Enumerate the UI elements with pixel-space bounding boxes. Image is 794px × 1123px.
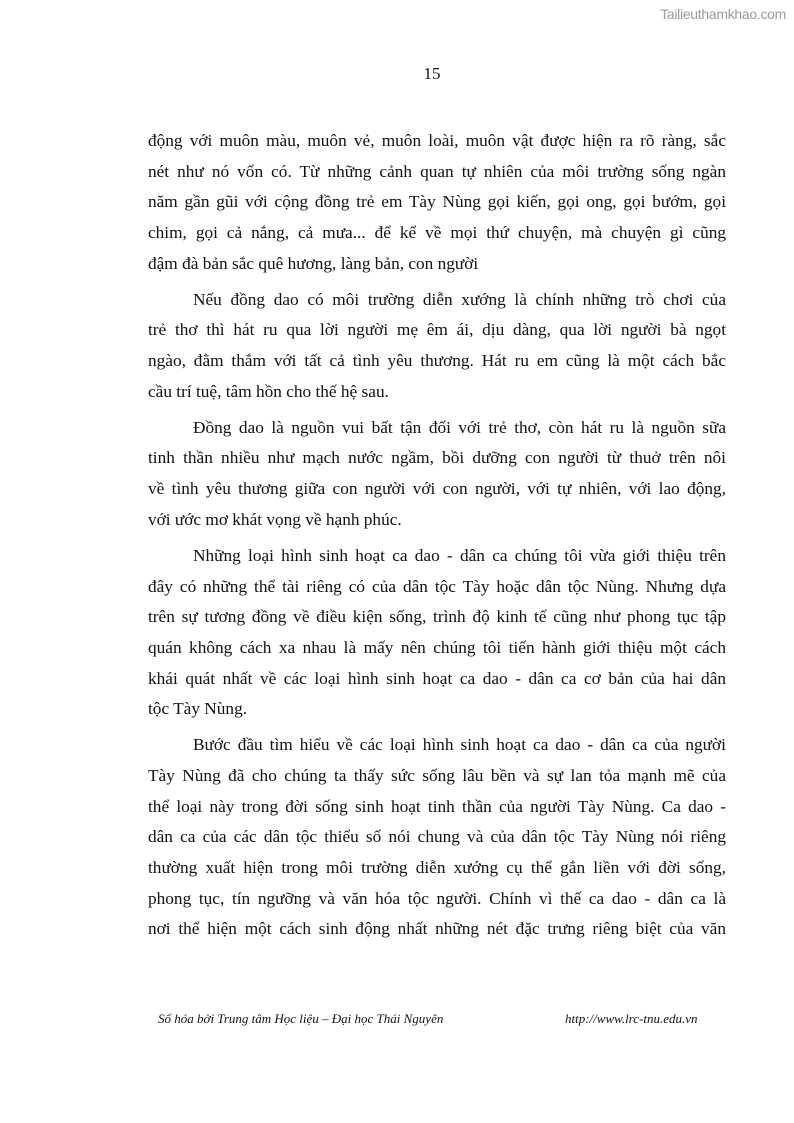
- paragraph: [148, 413, 726, 536]
- paragraph: [148, 285, 726, 408]
- text-line: khái quát nhất về các loại hình sinh hoạt ca dao - dân ca cơ bản của hai dân: [148, 668, 726, 688]
- text-line: trẻ thơ thì hát ru qua lời người mẹ êm ái, dịu dàng, qua lời người bà ngọt: [148, 320, 726, 340]
- text-line: trên sự tương đồng về điều kiện sống, trình độ kinh tế cũng như phong tục tập: [148, 607, 726, 627]
- text-line: năm gần gũi với cộng đồng trẻ em Tày Nùng gọi kiến, gọi ong, gọi bướm, gọi: [148, 192, 726, 212]
- text-line: Nếu đồng dao có môi trường diễn xướng là chính những trò chơi của: [193, 289, 726, 309]
- text-line: quán không cách xa nhau là mấy nên chúng tôi tiến hành giới thiệu một cách: [148, 637, 726, 657]
- text-line: động với muôn màu, muôn vẻ, muôn loài, muôn vật được hiện ra rõ ràng, sắc: [148, 131, 726, 150]
- page-number: 15: [423, 64, 441, 83]
- text-line: nét như nó vốn có. Từ những cảnh quan tự nhiên của môi trường sống ngàn: [148, 161, 726, 181]
- text-line: nơi thể hiện một cách sinh động nhất những nét đặc trưng riêng biệt của văn: [148, 919, 726, 939]
- text-line: dân ca của các dân tộc thiểu số nói chung và của dân tộc Tày Nùng nói riêng: [148, 827, 726, 847]
- text-line: với ước mơ khát vọng về hạnh phúc.: [148, 509, 402, 529]
- text-line: cầu trí tuệ, tâm hồn cho thế hệ sau.: [148, 381, 389, 401]
- paragraph: [148, 730, 726, 945]
- paragraph: [148, 541, 726, 725]
- text-line: thường xuất hiện trong môi trường diễn xướng cụ thể gắn liền với đời sống,: [148, 858, 726, 877]
- text-line: Đồng dao là nguồn vui bất tận đối với trẻ thơ, còn hát ru là nguồn sữa: [193, 417, 726, 437]
- text-line: về tình yêu thương giữa con người với con người, với tự nhiên, với lao động,: [148, 479, 726, 499]
- text-line: thể loại này trong đời sống sinh hoạt tinh thần của người Tày Nùng. Ca dao -: [148, 796, 726, 816]
- text-line: chim, gọi cả nắng, cả mưa... để kể về mọi thứ chuyện, mà chuyện gì cũng: [148, 223, 726, 243]
- footer-left: Số hóa bởi Trung tâm Học liệu – Đại học Thái Nguyên: [158, 1011, 444, 1026]
- text-line: Những loại hình sinh hoạt ca dao - dân ca chúng tôi vừa giới thiệu trên: [193, 545, 726, 565]
- text-line: đậm đà bản sắc quê hương, làng bản, con người: [148, 253, 479, 273]
- paragraph: [148, 126, 726, 279]
- watermark: Tailieuthamkhao.com: [660, 6, 786, 22]
- text-line: tộc Tày Nùng.: [148, 699, 248, 719]
- text-line: Tày Nùng đã cho chúng ta thấy sức sống lâu bền và sự lan tỏa mạnh mẽ của: [148, 765, 726, 785]
- text-line: đây có những thể tài riêng có của dân tộc Tày hoặc dân tộc Nùng. Nhưng dựa: [148, 576, 726, 596]
- footer-url[interactable]: http://www.lrc-tnu.edu.vn: [565, 1011, 698, 1026]
- text-line: phong tục, tín ngưỡng và văn hóa tộc người. Chính vì thế ca dao - dân ca là: [148, 888, 726, 908]
- text-line: tinh thần nhiều như mạch nước ngầm, bồi dưỡng con người từ thuở trên nôi: [148, 448, 726, 468]
- document-body: [148, 126, 726, 950]
- text-line: Bước đầu tìm hiểu về các loại hình sinh hoạt ca dao - dân ca của người: [193, 735, 726, 755]
- text-line: ngào, đằm thắm với tất cả tình yêu thương. Hát ru em cũng là một cách bắc: [148, 351, 726, 371]
